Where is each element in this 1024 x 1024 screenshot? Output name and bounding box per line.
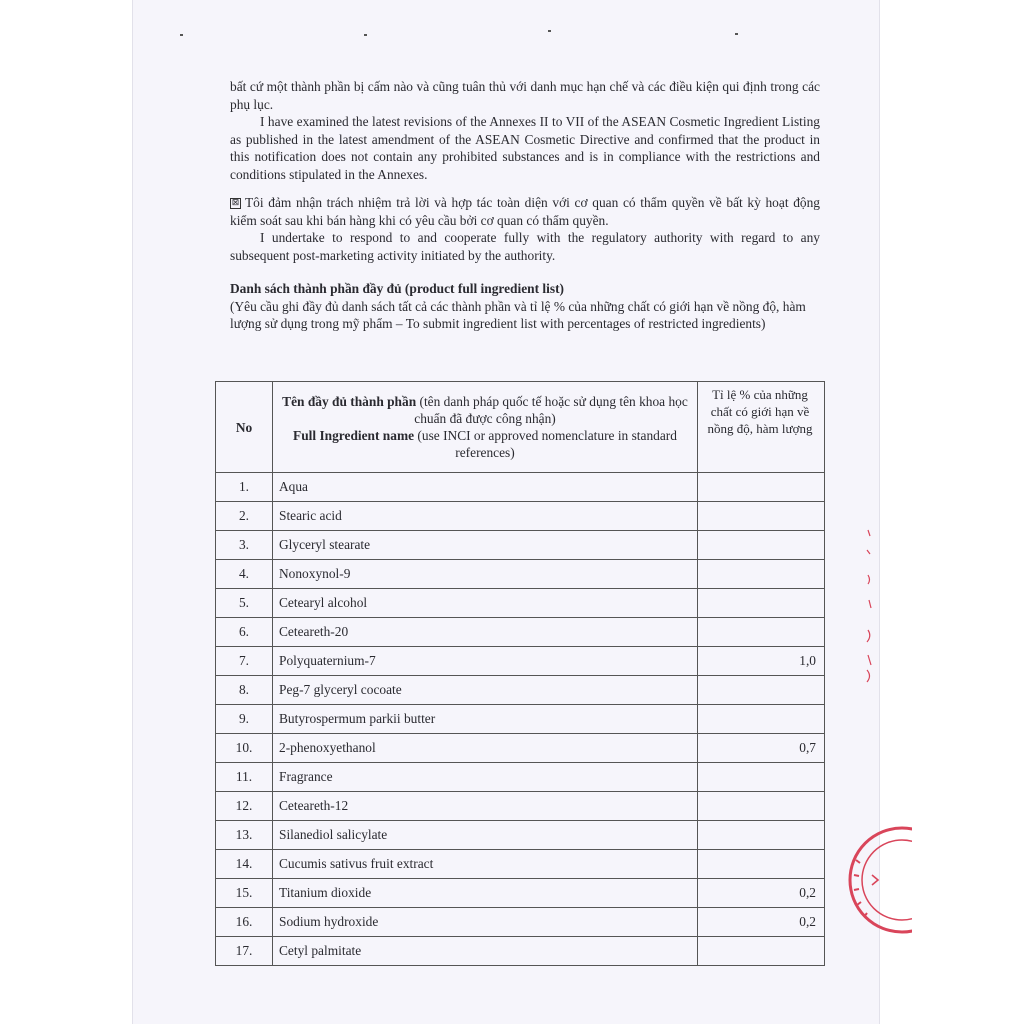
official-stamp-icon <box>842 820 912 940</box>
ingredient-section-subtext: (Yêu cầu ghi đầy đủ danh sách tất cả các thành phần và tỉ lệ % của những chất có giới hạn về nồng độ, hàm lượng sử dụng trong mỹ phẩm – To submit ingredient list with percentages of restricted ingredients) <box>230 298 806 331</box>
ingredient-name: Butyrospermum parkii butter <box>273 705 698 734</box>
declaration-responsibility <box>230 194 820 264</box>
ingredient-name: Stearic acid <box>273 502 698 531</box>
ingredient-percentage <box>698 850 825 879</box>
row-number: 7. <box>216 647 273 676</box>
ingredient-name: Fragrance <box>273 763 698 792</box>
prohibited-vi-text: bất cứ một thành phần bị cấm nào và cũng tuân thủ với danh mục hạn chế và các điều kiện qui định trong các phụ lục. <box>230 79 820 112</box>
row-number: 10. <box>216 734 273 763</box>
ingredient-percentage <box>698 821 825 850</box>
ingredient-percentage <box>698 473 825 502</box>
ingredient-percentage: 0,2 <box>698 908 825 937</box>
header-name-en-bold: Full Ingredient name <box>293 428 415 443</box>
row-number: 5. <box>216 589 273 618</box>
ingredient-percentage <box>698 618 825 647</box>
row-number: 8. <box>216 676 273 705</box>
row-number: 4. <box>216 560 273 589</box>
row-number: 17. <box>216 937 273 966</box>
scan-speck <box>548 30 551 32</box>
row-number: 16. <box>216 908 273 937</box>
table-row <box>216 618 825 647</box>
ingredient-section-heading: Danh sách thành phần đầy đủ (product full ingredient list) <box>230 281 564 296</box>
checked-box-icon: ⊠ <box>231 198 240 208</box>
scan-speck <box>364 34 367 36</box>
ingredient-name: Sodium hydroxide <box>273 908 698 937</box>
handwritten-margin-note <box>858 520 878 690</box>
table-row <box>216 937 825 966</box>
responsibility-item <box>230 194 820 229</box>
header-no: No <box>216 382 273 473</box>
ingredient-percentage: 0,2 <box>698 879 825 908</box>
row-number: 1. <box>216 473 273 502</box>
header-name-vi-bold: Tên đầy đủ thành phần <box>282 394 417 409</box>
ingredient-table <box>215 381 825 966</box>
ingredient-percentage <box>698 763 825 792</box>
table-row <box>216 560 825 589</box>
ingredient-name: Nonoxynol-9 <box>273 560 698 589</box>
table-row <box>216 531 825 560</box>
table-row <box>216 502 825 531</box>
ingredient-name: Glyceryl stearate <box>273 531 698 560</box>
ingredient-name: Ceteareth-12 <box>273 792 698 821</box>
row-number: 3. <box>216 531 273 560</box>
ingredient-name: Titanium dioxide <box>273 879 698 908</box>
ingredient-percentage <box>698 589 825 618</box>
header-ingredient-name <box>273 382 698 473</box>
scan-speck <box>735 33 738 35</box>
table-row <box>216 850 825 879</box>
ingredient-percentage <box>698 502 825 531</box>
ingredient-percentage: 1,0 <box>698 647 825 676</box>
row-number: 13. <box>216 821 273 850</box>
ingredient-name: Cetyl palmitate <box>273 937 698 966</box>
table-header-row <box>216 382 825 473</box>
ingredient-name: Polyquaternium-7 <box>273 647 698 676</box>
ingredient-name: Cucumis sativus fruit extract <box>273 850 698 879</box>
row-number: 6. <box>216 618 273 647</box>
ingredient-name: Peg-7 glyceryl cocoate <box>273 676 698 705</box>
row-number: 2. <box>216 502 273 531</box>
row-number: 14. <box>216 850 273 879</box>
ingredient-percentage <box>698 676 825 705</box>
ingredient-percentage <box>698 792 825 821</box>
ingredient-name: Cetearyl alcohol <box>273 589 698 618</box>
ingredient-percentage: 0,7 <box>698 734 825 763</box>
ingredient-name: Ceteareth-20 <box>273 618 698 647</box>
ingredient-percentage <box>698 560 825 589</box>
row-number: 11. <box>216 763 273 792</box>
table-row <box>216 908 825 937</box>
table-row <box>216 589 825 618</box>
row-number: 12. <box>216 792 273 821</box>
scan-speck <box>180 34 183 36</box>
table-row <box>216 734 825 763</box>
ingredient-percentage <box>698 937 825 966</box>
header-name-en-rest: (use INCI or approved nomenclature in standard references) <box>414 428 677 460</box>
table-row <box>216 763 825 792</box>
table-row <box>216 676 825 705</box>
prohibited-en-text: I have examined the latest revisions of the Annexes II to VII of the ASEAN Cosmetic Ingredient Listing as published in the latest amendment of the ASEAN Cosmetic Directive and confirmed that the product in this notification does not contain any prohibited substances and is in compliance with the restrictions and conditions stipulated in the Annexes. <box>230 114 820 182</box>
header-name-vi-rest: (tên danh pháp quốc tế hoặc sử dụng tên khoa học chuẩn đã được công nhận) <box>414 394 688 426</box>
row-number: 15. <box>216 879 273 908</box>
responsibility-vi-text: Tôi đảm nhận trách nhiệm trả lời và hợp tác toàn diện với cơ quan có thẩm quyền về bất kỳ hoạt động kiểm soát sau khi bán hàng khi có yêu cầu bởi cơ quan có thẩm quyền. <box>230 195 820 228</box>
table-row <box>216 821 825 850</box>
table-row <box>216 473 825 502</box>
row-number: 9. <box>216 705 273 734</box>
table-row <box>216 705 825 734</box>
ingredient-section <box>230 280 820 333</box>
table-row <box>216 792 825 821</box>
ingredient-name: Silanediol salicylate <box>273 821 698 850</box>
responsibility-en-text: I undertake to respond to and cooperate fully with the regulatory authority with regard to any subsequent post-marketing activity initiated by the authority. <box>230 230 820 263</box>
ingredient-percentage <box>698 531 825 560</box>
ingredient-name: 2-phenoxyethanol <box>273 734 698 763</box>
table-row <box>216 647 825 676</box>
ingredient-name: Aqua <box>273 473 698 502</box>
table-row <box>216 879 825 908</box>
ingredient-percentage <box>698 705 825 734</box>
header-percentage: Tỉ lệ % của những chất có giới hạn về nồng độ, hàm lượng <box>698 382 825 473</box>
declaration-prohibited <box>230 78 820 183</box>
